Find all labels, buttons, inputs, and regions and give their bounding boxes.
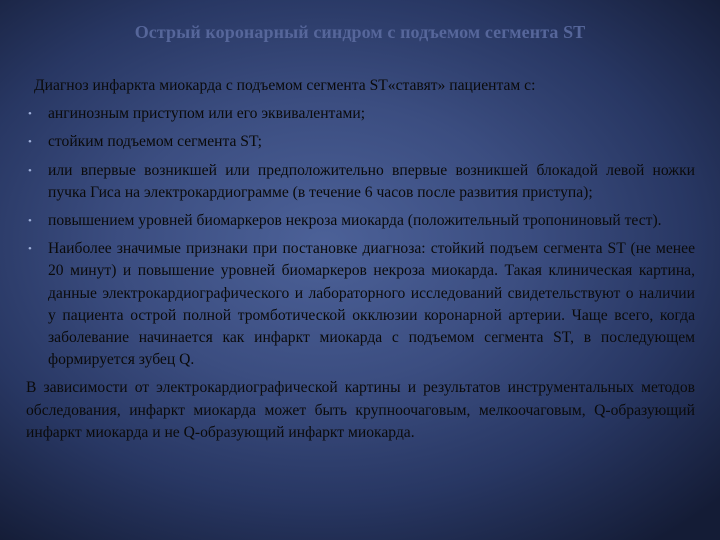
bullet-item (26, 160, 695, 204)
slide-title: Острый коронарный синдром с подъемом сегмента ST (134, 22, 586, 42)
bullet-text: стойким подъемом сегмента ST; (48, 133, 262, 151)
bullet-icon: • (28, 215, 32, 228)
closing-paragraph: В зависимости от электрокардиографической картины и результатов инструментальных методов обследования, инфаркт миокарда может быть крупноочаговым, мелкоочаговым, Q-образующий инфаркт миокарда и не Q-образующий инфаркт миокарда. (26, 379, 695, 441)
bullet-item (26, 103, 695, 125)
bullet-item (26, 210, 695, 232)
bullet-icon: • (28, 164, 32, 177)
bullet-icon: • (28, 136, 32, 149)
slide-content (26, 75, 695, 444)
bullet-item (26, 238, 695, 371)
bullet-text: ангинозным приступом или его эквивалентами; (48, 105, 366, 123)
bullet-list (26, 103, 695, 371)
bullet-text: или впервые возникшей или предположительно впервые возникшей блокадой левой ножки пучка Гиса на электрокардиограмме (в течение 6 часов после развития приступа); (48, 161, 695, 201)
bullet-item (26, 131, 695, 153)
bullet-icon: • (28, 108, 32, 121)
intro-paragraph: Диагноз инфаркта миокарда с подъемом сегмента ST«ставят» пациентам с: (34, 77, 536, 94)
bullet-text: повышением уровней биомаркеров некроза миокарда (положительный тропониновый тест). (48, 212, 662, 230)
bullet-icon: • (28, 243, 32, 256)
bullet-text: Наиболее значимые признаки при постановке диагноза: стойкий подъем сегмента ST (не менее 20 минут) и повышение уровней биомаркеров некроза миокарда. Такая клиническая картина, данные электрокардиографического и лабораторного исследований свидетельствуют о наличии у пациента острой полной тромботической окклюзии коронарной артерии. Чаще всего, когда заболевание начинается как инфаркт миокарда с подъемом сегмента ST, в последующем формируется зубец Q. (48, 240, 695, 369)
